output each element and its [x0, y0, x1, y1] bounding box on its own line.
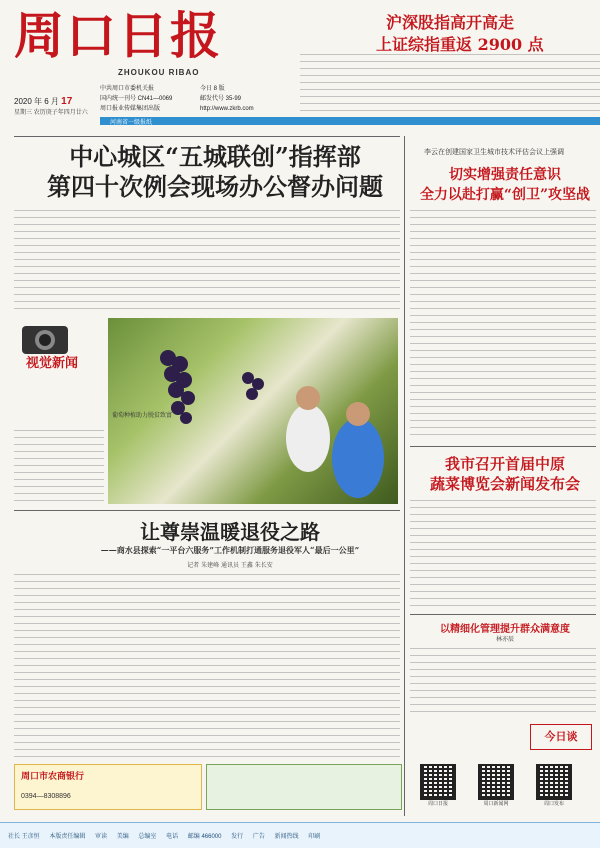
masthead-meta — [100, 84, 295, 114]
footer-item: 社长 王彦恒 — [8, 834, 40, 840]
issue-date — [14, 96, 72, 107]
visual-news-label: 视觉新闻 — [26, 355, 79, 370]
bank-ad-phone: 0394—8308896 — [21, 793, 71, 800]
expo-headline-line1: 我市召开首届中原 — [444, 455, 565, 473]
qr-code-icon[interactable] — [478, 764, 514, 800]
expo-news-headline[interactable] — [410, 454, 600, 494]
bank-ad-title: 周口市农商银行 — [21, 772, 85, 782]
feature-headline[interactable]: 让尊崇温暖退役之路 — [140, 520, 320, 544]
divider — [14, 136, 400, 137]
qr-label: 周口日报 — [427, 801, 448, 807]
photo-caption: 葡萄种植助力脱贫致富 — [112, 412, 173, 419]
weekday: 星期三 — [14, 110, 33, 116]
masthead-meta-right — [200, 84, 254, 114]
feature-body-text — [14, 574, 400, 760]
teaser-text-block — [300, 54, 600, 116]
feature-byline: 记者 朱建峰 通讯员 王鑫 朱长安 — [187, 562, 273, 569]
masthead-pinyin: ZHOUKOU RIBAO — [118, 68, 200, 77]
footer-item: 邮编 466000 — [187, 834, 222, 840]
footer-item: 印刷 — [308, 834, 321, 840]
expo-body-text — [410, 500, 596, 610]
lead-headline[interactable] — [30, 142, 400, 202]
commentary-body — [410, 648, 596, 718]
qr-item — [536, 764, 579, 807]
today-commentary-badge: 今日谈 — [530, 724, 592, 750]
top-teaser-line2[interactable]: 上证综指重返 2900 点 — [376, 35, 544, 54]
issue-day: 17 — [61, 96, 73, 107]
issue-date-prefix: 2020 年 6 月 — [14, 97, 59, 106]
issue-line — [14, 107, 88, 116]
footer-item: 新闻热线 — [274, 834, 299, 840]
column-divider — [404, 136, 405, 816]
footer-item: 美编 — [116, 834, 129, 840]
lead-headline-line2: 第四十次例会现场办公督办问题 — [47, 172, 383, 201]
side-headline-line1: 切实增强责任意识 — [449, 167, 561, 183]
side-story-kicker: 李云在创建国家卫生城市技术评估会议上强调 — [424, 148, 564, 156]
lead-headline-line1: 中心城区“五城联创”指挥部 — [69, 142, 361, 171]
divider — [410, 614, 596, 615]
divider — [14, 510, 400, 511]
qr-item — [420, 764, 463, 807]
expo-headline-line2: 蔬菜博览会新闻发布会 — [429, 475, 580, 493]
footer-item: 审读 — [95, 834, 108, 840]
side-story-headline[interactable] — [410, 165, 600, 205]
commentary-title[interactable]: 以精细化管理提升群众满意度 — [440, 624, 570, 635]
meta-line: http://www.zkrb.com — [200, 106, 254, 112]
divider — [410, 446, 596, 447]
footer-item: 广告 — [252, 834, 265, 840]
side-headline-line2: 全力以赴打赢“创卫”攻坚战 — [419, 187, 591, 203]
lead-body-text — [14, 210, 400, 310]
meta-line: 国内统一刊号 CN41—0069 — [100, 96, 173, 102]
commentary-author: 林亦辰 — [495, 636, 514, 643]
masthead-strip — [100, 117, 600, 125]
qr-item — [478, 764, 521, 807]
qr-label: 周口新闻网 — [483, 801, 509, 807]
qr-code-icon[interactable] — [536, 764, 572, 800]
top-teaser-line1[interactable]: 沪深股指高开高走 — [386, 13, 515, 32]
footer-item: 本版责任编辑 — [49, 834, 86, 840]
meta-line: 邮发代号 35-99 — [200, 96, 242, 102]
meta-line: 中共周口市委机关报 — [100, 86, 155, 92]
bank-ad[interactable] — [14, 764, 202, 810]
footer-bar — [0, 822, 600, 848]
footer-item: 发行 — [231, 834, 244, 840]
footer-item: 总编室 — [138, 834, 157, 840]
meta-line: 周口报业传媒集团出版 — [100, 106, 161, 112]
strip-text: 河南省一级报纸 — [110, 120, 153, 126]
newspaper-masthead-title: 周口日报 — [14, 6, 222, 65]
feature-subtitle: ——商水县探索“一平台六服务”工作机制打通服务退役军人“最后一公里” — [100, 545, 360, 555]
side-story-body — [410, 210, 596, 440]
footer-item: 电话 — [166, 834, 179, 840]
qr-code-icon[interactable] — [420, 764, 456, 800]
qr-label: 周口发布 — [543, 801, 564, 807]
lunar-date: 农历庚子年四月廿六 — [33, 110, 88, 116]
expo-ad[interactable] — [206, 764, 402, 810]
visual-news-text — [14, 430, 104, 504]
meta-line: 今日 8 版 — [200, 86, 225, 92]
